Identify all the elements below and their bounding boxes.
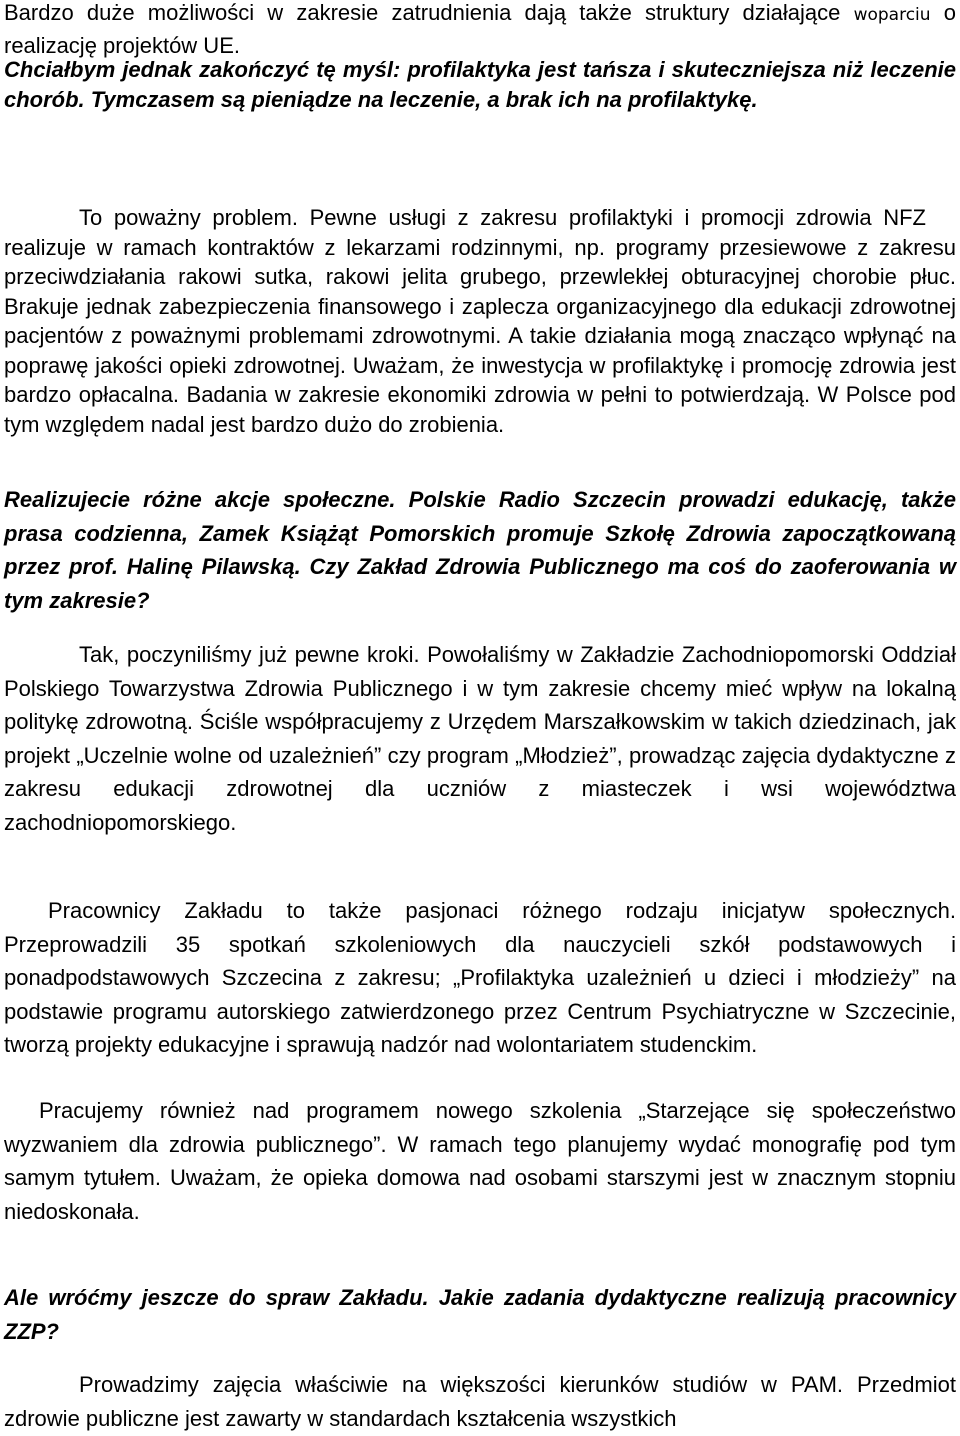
paragraph-classes xyxy=(4,1368,956,1435)
paragraph-text: To poważny problem. Pewne usługi z zakresu profilaktyki i promocji zdrowia xyxy=(79,205,872,230)
paragraph-text: Pracujemy również nad programem nowego szkolenia „Starzejące się społeczeństwo wyzwaniem dla zdrowia publicznego”. W ramach tego planujemy wydać monografię pod tym samym tytułem. Uważam, że opieka domowa nad osobami starszymi jest w znacznym stopniu niedoskonała. xyxy=(4,1098,956,1224)
paragraph-serious-problem xyxy=(4,203,956,439)
paragraph-first-steps xyxy=(4,638,956,839)
paragraph-eu-projects xyxy=(4,0,956,60)
paragraph-text: Bardzo duże możliwości w zakresie zatrudnienia dają także struktury działające xyxy=(4,0,841,25)
question-prevention: Chciałbym jednak zakończyć tę myśl: profilaktyka jest tańsza i skuteczniejsza niż leczenie chorób. Tymczasem są pieniądze na leczenie, a brak ich na profilaktykę. xyxy=(4,57,956,112)
paragraph-text: realizuje w ramach kontraktów z lekarzami rodzinnymi, np. programy przesiewowe z zakresu przeciwdziałania rakowi sutka, rakowi jelita grubego, przewlekłej obturacyjnej chorobie płuc. Brakuje jednak zabezpieczenia finansowego i zaplecza organizacyjnego dla edukacji zdrowotnej pacjentów z poważnymi problemami zdrowotnymi. A takie działania mogą znacząco wpłynąć na poprawę jakości opieki zdrowotnej. Uważam, że inwestycja w profilaktykę i promocję zdrowia jest bardzo opłacalna. Badania w zakresie ekonomiki zdrowia w pełni to potwierdzają. W Polsce pod tym względem nadal jest bardzo dużo do zrobienia. xyxy=(4,234,956,437)
question-didactic-tasks: Ale wróćmy jeszcze do spraw Zakładu. Jakie zadania dydaktyczne realizują pracownicy ZZP? xyxy=(4,1285,956,1344)
paragraph-text: o realizację projektów UE. xyxy=(4,0,956,58)
paragraph-new-training xyxy=(4,1094,956,1228)
question-social-actions: Realizujecie różne akcje społeczne. Polskie Radio Szczecin prowadzi edukację, także prasa codzienna, Zamek Książąt Pomorskich promuje Szkołę Zdrowia zapoczątkowaną przez prof. Halinę Pilawską. Czy Zakład Zdrowia Publicznego ma coś do zaoferowania w tym zakresie? xyxy=(4,487,956,613)
paragraph-text-small: woparciu xyxy=(853,5,931,25)
paragraph-text-nfz: NFZ xyxy=(883,205,926,230)
paragraph-staff-initiatives xyxy=(4,894,956,1062)
paragraph-text: Tak, poczyniliśmy już pewne kroki. Powołaliśmy w Zakładzie Zachodniopomorski Oddział Polskiego Towarzystwa Zdrowia Publicznego i w tym zakresie chcemy mieć wpływ na lokalną politykę zdrowotną. Ściśle współpracujemy z Urzędem Marszałkowskim w takich dziedzinach, jak projekt „Uczelnie wolne od uzależnień” czy program „Młodzież”, prowadząc zajęcia dydaktyczne z zakresu edukacji zdrowotnej dla uczniów z miasteczek i wsi województwa zachodniopomorskiego. xyxy=(4,642,956,835)
paragraph-text: Prowadzimy zajęcia właściwie na większości kierunków studiów w PAM. Przedmiot zdrowie publiczne jest zawarty w standardach kształcenia wszystkich xyxy=(4,1372,956,1431)
paragraph-text: Pracownicy Zakładu to także pasjonaci różnego rodzaju inicjatyw społecznych. Przeprowadzili 35 spotkań szkoleniowych dla nauczycieli szkół podstawowych i ponadpodstawowych Szczecina z zakresu; „Profilaktyka uzależnień u dzieci i młodzieży” na podstawie programu autorskiego zatwierdzonego przez Centrum Psychiatryczne w Szczecinie, tworzą projekty edukacyjne i sprawują nadzór nad wolontariatem studenckim. xyxy=(4,898,956,1057)
